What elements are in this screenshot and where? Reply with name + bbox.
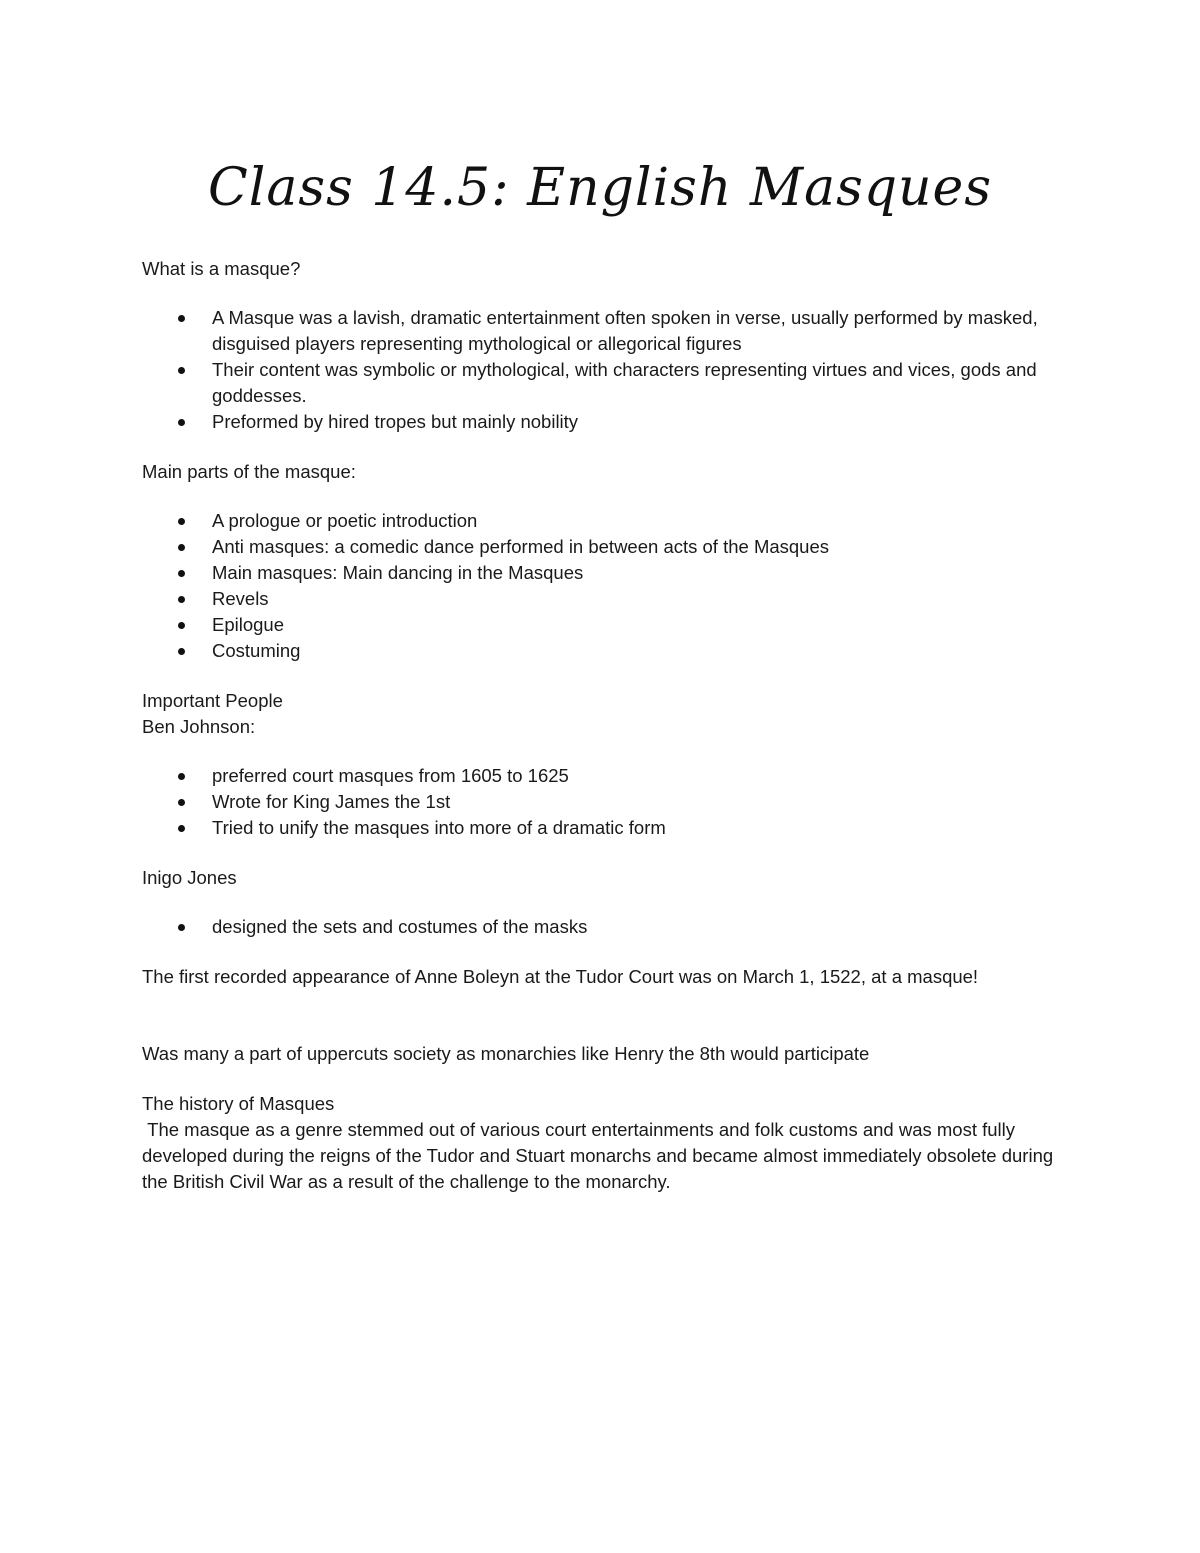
bullet-icon (178, 570, 185, 577)
ben-johnson-list (142, 763, 1062, 841)
list-item-text: Tried to unify the masques into more of a dramatic form (212, 817, 666, 838)
person-heading-inigo-jones: Inigo Jones (142, 867, 237, 888)
anne-boleyn-paragraph: The first recorded appearance of Anne Boleyn at the Tudor Court was on March 1, 1522, at a masque! (142, 966, 979, 987)
main-parts-list (142, 508, 1062, 664)
list-item (142, 560, 1062, 586)
list-item-text: A Masque was a lavish, dramatic entertainment often spoken in verse, usually performed by masked, disguised players representing mythological or allegorical figures (212, 307, 1038, 354)
list-item (142, 914, 1062, 940)
section-heading-main-parts: Main parts of the masque: (142, 461, 356, 482)
bullet-icon (178, 648, 185, 655)
list-item-text: Epilogue (212, 614, 285, 635)
bullet-icon (178, 825, 185, 832)
bullet-icon (178, 799, 185, 806)
list-item-text: Revels (212, 588, 269, 609)
bullet-icon (178, 622, 185, 629)
inigo-jones-list (142, 914, 1062, 940)
list-item (142, 612, 1062, 638)
page-title: Class 14.5: English Masques (207, 158, 993, 218)
society-paragraph: Was many a part of uppercuts society as monarchies like Henry the 8th would participate (142, 1043, 870, 1064)
bullet-icon (178, 596, 185, 603)
list-item (142, 763, 1062, 789)
list-item (142, 305, 1062, 357)
section-heading-history: The history of Masques (142, 1093, 335, 1114)
list-item-text: Main masques: Main dancing in the Masques (212, 562, 584, 583)
bullet-icon (178, 544, 185, 551)
list-item-text: Preformed by hired tropes but mainly nobility (212, 411, 579, 432)
list-item (142, 357, 1062, 409)
list-item-text: Anti masques: a comedic dance performed in between acts of the Masques (212, 536, 830, 557)
bullet-icon (178, 773, 185, 780)
list-item (142, 508, 1062, 534)
list-item (142, 815, 1062, 841)
bullet-icon (178, 924, 185, 931)
person-heading-ben-johnson: Ben Johnson: (142, 716, 256, 737)
list-item-text: A prologue or poetic introduction (212, 510, 478, 531)
list-item (142, 409, 1062, 435)
list-item-text: Their content was symbolic or mythological, with characters representing virtues and vices, gods and goddesses. (212, 359, 1037, 406)
list-item (142, 534, 1062, 560)
list-item-text: Wrote for King James the 1st (212, 791, 451, 812)
list-item (142, 586, 1062, 612)
bullet-icon (178, 419, 185, 426)
section-heading-people: Important People (142, 690, 283, 711)
history-paragraph: The masque as a genre stemmed out of various court entertainments and folk customs and was most fully developed during the reigns of the Tudor and Stuart monarchs and became almost immediately obsolete during the British Civil War as a result of the challenge to the monarchy. (142, 1119, 1059, 1192)
document-body (142, 256, 1062, 1195)
what-is-list (142, 305, 1062, 435)
bullet-icon (178, 518, 185, 525)
bullet-icon (178, 367, 185, 374)
list-item-text: preferred court masques from 1605 to 1625 (212, 765, 569, 786)
bullet-icon (178, 315, 185, 322)
list-item (142, 638, 1062, 664)
list-item-text: designed the sets and costumes of the masks (212, 916, 588, 937)
list-item-text: Costuming (212, 640, 301, 661)
section-heading-what-is: What is a masque? (142, 258, 301, 279)
list-item (142, 789, 1062, 815)
